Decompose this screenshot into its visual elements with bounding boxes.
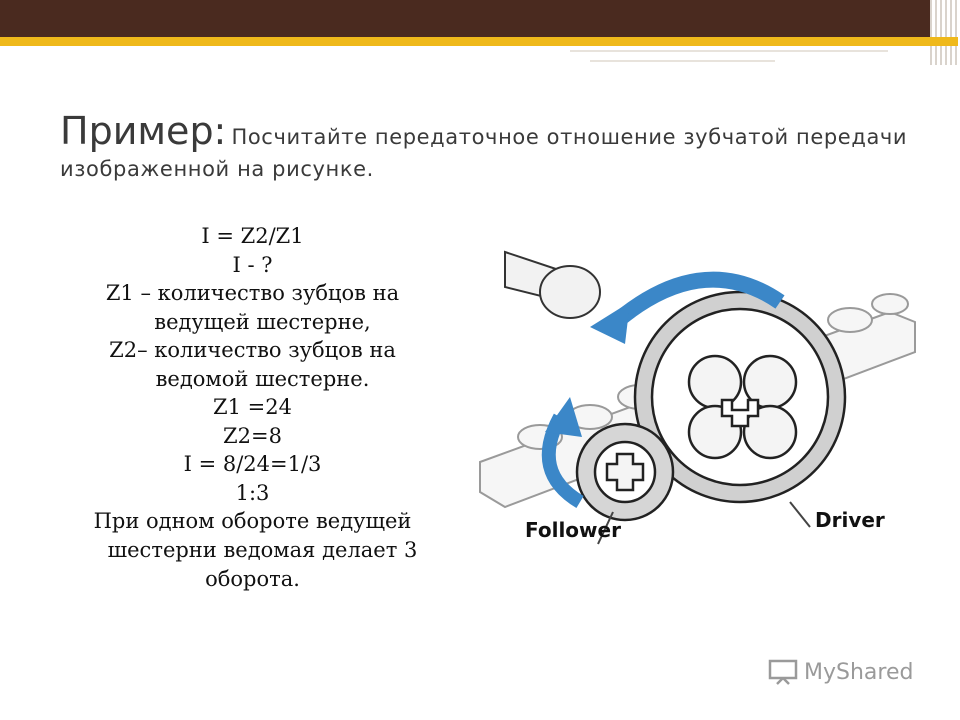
body-line: I = Z2/Z1 — [201, 224, 304, 248]
body-line: I - ? — [232, 252, 273, 277]
top-bar — [0, 0, 960, 37]
watermark — [768, 659, 913, 685]
body-line: I = 8/24=1/3 — [183, 452, 322, 477]
body-line: Z2=8 — [223, 423, 282, 448]
divider-line — [570, 50, 888, 52]
title-subtitle: Посчитайте передаточное отношение зубчатой передачи изображенной на рисунке. — [60, 125, 908, 181]
slide-title — [60, 107, 920, 183]
body-line: Z1 =24 — [213, 395, 292, 420]
body-line: Z1 – количество зубцов на — [105, 281, 400, 306]
body-line: Z2– количество зубцов на — [109, 338, 396, 363]
body-line: ведомой шестерне. — [155, 366, 370, 391]
presentation-board-icon — [768, 659, 798, 685]
driver-leader — [790, 502, 810, 527]
gear-illustration — [470, 232, 920, 552]
driver-label: Driver — [815, 508, 885, 532]
driver-arrowhead — [590, 302, 630, 344]
body-line: 1:3 — [235, 480, 270, 505]
divider-line — [590, 60, 775, 62]
follower-label: Follower — [525, 518, 621, 542]
watermark-text: MyShared — [804, 659, 914, 685]
accent-bar — [0, 37, 958, 46]
title-main: Пример: — [60, 109, 227, 153]
decorative-stripes — [930, 0, 960, 65]
axle — [505, 252, 600, 318]
slide-body — [55, 222, 450, 593]
body-line: шестерни ведомая делает 3 — [107, 538, 418, 563]
follower-gear — [577, 424, 673, 520]
body-line: ведущей шестерне, — [154, 309, 371, 334]
body-line: При одном обороте ведущей — [93, 509, 412, 534]
body-line: оборота. — [205, 566, 300, 591]
